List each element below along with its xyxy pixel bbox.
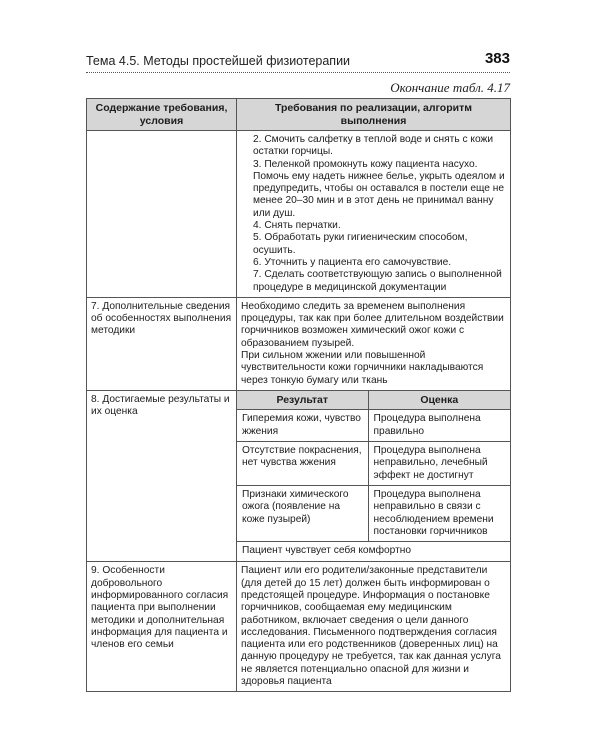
table-row bbox=[87, 390, 511, 561]
list-item: 7. Сделать соответствующую запись о выполненной процедуре в медицинской документации bbox=[253, 269, 502, 293]
evaluation-cell: Процедура выполнена правильно bbox=[368, 410, 510, 442]
steps-list bbox=[241, 134, 506, 294]
table-row-continuation bbox=[87, 131, 511, 298]
row-label: 8. Достигаемые результаты и их оценка bbox=[87, 390, 237, 561]
column-header-algorithm: Требования по реализации, алгоритм выполнения bbox=[237, 99, 511, 131]
column-header-evaluation: Оценка bbox=[368, 391, 510, 410]
table-row bbox=[237, 410, 510, 442]
table-caption: Окончание табл. 4.17 bbox=[390, 80, 510, 95]
table-row bbox=[87, 562, 511, 692]
row-content bbox=[237, 297, 511, 390]
table-row bbox=[237, 442, 510, 486]
steps-cell bbox=[237, 131, 511, 298]
evaluation-cell: Процедура выполнена неправильно, лечебный эффект не достигнут bbox=[368, 442, 510, 486]
result-cell: Гиперемия кожи, чувство жжения bbox=[237, 410, 368, 442]
list-item: 2. Смочить салфетку в теплой воде и снять с кожи остатки горчицы. bbox=[253, 134, 494, 158]
table-header-row bbox=[87, 99, 511, 131]
requirements-table bbox=[86, 98, 511, 692]
list-item: 4. Снять перчатки. bbox=[253, 220, 341, 232]
table-row bbox=[237, 485, 510, 541]
list-item: 3. Пеленкой промокнуть кожу пациента насухо. Помочь ему надеть нижнее белье, укрыть одеялом и предупредить, чтобы он оставался в постели еще не менее 20–30 мин и в этот день не принимал ванну или душ. bbox=[253, 158, 505, 219]
column-header-result: Результат bbox=[237, 391, 368, 410]
result-cell: Признаки химического ожога (появление на коже пузырей) bbox=[237, 485, 368, 541]
row-label: 7. Дополнительные сведения об особенностях выполнения методики bbox=[87, 297, 237, 390]
results-cell bbox=[237, 390, 511, 561]
list-item: 5. Обработать руки гигиеническим способом, осушить. bbox=[253, 232, 468, 256]
evaluation-cell: Процедура выполнена неправильно в связи с несоблюдением времени постановки горчичников bbox=[368, 485, 510, 541]
paragraph: При сильном жжении или повышенной чувствительности кожи горчичники накладываются через тонкую бумагу или ткань bbox=[241, 350, 484, 386]
page-header bbox=[86, 50, 510, 73]
paragraph: Необходимо следить за временем выполнения процедуры, так как при более длительном воздействии горчичников возможен химический ожог кожи с образованием пузырей. bbox=[241, 300, 504, 349]
table-row bbox=[87, 297, 511, 390]
table-row bbox=[237, 542, 510, 562]
results-table bbox=[237, 391, 510, 561]
result-cell: Отсутствие покраснения, нет чувства жжения bbox=[237, 442, 368, 486]
row-content: Пациент или его родители/законные представители (для детей до 15 лет) должен быть информирован о предстоящей процедуре. Информация о постановке горчичников, сообщаемая ему медицинским работником, включает сведения о цели данного исследования. Письменного подтверждения согласия пациента или его родственников (доверенных лиц) на данную процедуру не требуется, так как данная услуга не является потенциально опасной для жизни и здоровья пациента bbox=[237, 562, 511, 692]
page-number: 383 bbox=[484, 50, 510, 67]
row-label: 9. Особенности добровольного информированного согласия пациента при выполнении методики и дополнительная информация для пациента и членов его семьи bbox=[87, 562, 237, 692]
list-item: 6. Уточнить у пациента его самочувствие. bbox=[253, 256, 452, 268]
results-header-row bbox=[237, 391, 510, 410]
comfort-cell: Пациент чувствует себя комфортно bbox=[237, 542, 510, 562]
empty-cell bbox=[87, 131, 237, 298]
running-title: Тема 4.5. Методы простейшей физиотерапии bbox=[86, 54, 351, 68]
column-header-requirement: Содержание требования, условия bbox=[87, 99, 237, 131]
